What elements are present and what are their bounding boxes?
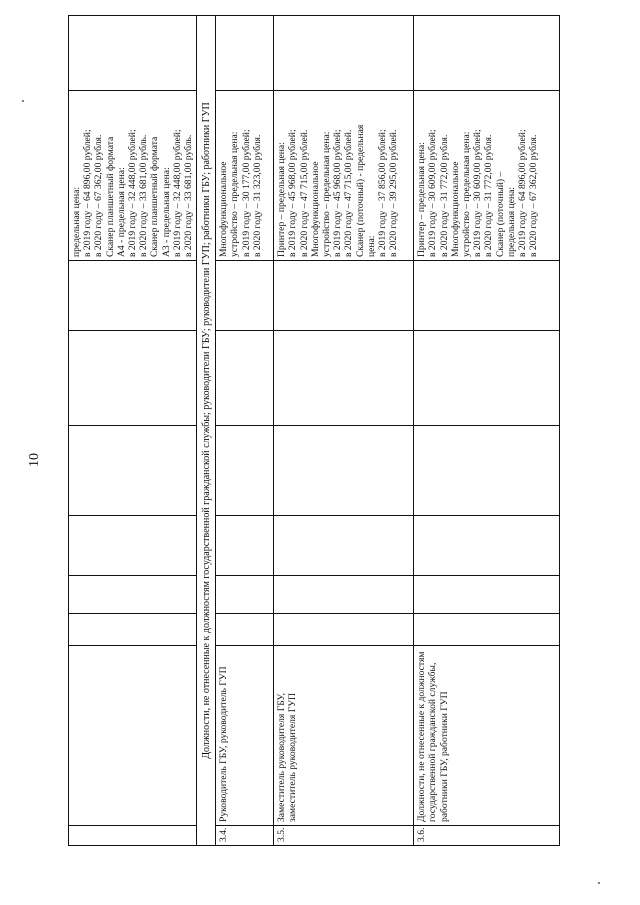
spec-line: Принтер – предельная цена: [416, 142, 428, 257]
spec-line: в 2019 году – 45 968,00 рублей; [332, 129, 344, 257]
spec-line: в 2019 году – 32 448,00 рублей; [127, 129, 139, 257]
spec-line: Многофункциональное [309, 161, 321, 257]
row-number: 3.5. [274, 826, 414, 846]
spec-line: в 2020 году – 47 715,00 рублей. [298, 129, 310, 257]
spec-line: цена: [365, 235, 377, 257]
scan-speck [22, 100, 24, 102]
spec-line: устройство – предельная цена: [321, 131, 333, 257]
cell-position [69, 646, 197, 826]
spec-line: в 2020 году – 31 772,00 рубля. [438, 134, 450, 257]
spec-line: Сканер планшетный формата [149, 136, 161, 257]
spec-line: в 2020 году – 67 362,00 рубля. [528, 134, 540, 257]
spec-line: устройство – предельная цена: [461, 131, 473, 257]
spec-line: А4 - предельная цена: [115, 167, 127, 257]
spec-line: Принтер – предельная цена: [276, 142, 288, 257]
spec-line: Сканер планшетный формата [104, 136, 116, 257]
spec-line: А3 - предельная цена: [160, 167, 172, 257]
row-position: Заместитель руководителя ГБУ, заместитель руководителя ГУП [274, 646, 414, 826]
spec-line: в 2020 году – 31 772,00 рубля. [483, 134, 495, 257]
requirements-table [68, 15, 560, 846]
scan-speck [598, 882, 600, 884]
spec-line: устройство – предельная цена: [229, 131, 241, 257]
spec-line: в 2019 году – 30 609,00 рублей; [427, 129, 439, 257]
spec-line: в 2019 году – 45 968,00 рублей; [287, 129, 299, 257]
spec-line: Многофункциональное [218, 161, 230, 257]
row-spec [216, 91, 274, 261]
spec-line: в 2020 году – 47 715,00 рублей. [343, 129, 355, 257]
spec-line: в 2019 году – 32 448,00 рублей; [171, 129, 183, 257]
spec-line: Многофункциональное [449, 161, 461, 257]
spec-line: в 2019 году – 37 856,00 рублей; [377, 129, 389, 257]
row-number: 3.6. [414, 826, 560, 846]
spec-line: в 2019 году – 30 609,00 рублей; [472, 129, 484, 257]
spec-line: предельная цена: [71, 186, 82, 257]
table-row [274, 16, 414, 846]
spec-line: в 2019 году – 64 896,00 рублей; [517, 129, 529, 257]
page-number: 10 [27, 453, 42, 467]
cell-num [69, 826, 197, 846]
section-header-row [197, 16, 216, 846]
spec-line: в 2020 году – 33 681,00 рубль. [138, 134, 150, 257]
row-position: Должности, не отнесенные к должностям государственной гражданской службы, работники ГБУ, работники ГУП [414, 646, 560, 826]
spec-line: в 2020 году – 39 295,00 рублей. [388, 129, 400, 257]
spec-line: предельная цена: [505, 186, 517, 257]
cell-spec [69, 91, 197, 261]
table-row-top [69, 16, 197, 846]
spec-line: в 2019 году – 64 896,00 рублей; [82, 129, 94, 257]
spec-line: в 2020 году – 31 323,00 рубля. [251, 134, 263, 257]
row-spec [414, 91, 560, 261]
spec-line: в 2019 году – 30 177,00 рублей; [240, 129, 252, 257]
row-spec [274, 91, 414, 261]
rotated-table-frame [68, 16, 560, 846]
table-row [216, 16, 274, 846]
section-header: Должности, не отнесенные к должностям государственной гражданской службы; руководители ГБУ; руководители ГУП; работники ГБУ; работники ГУП [197, 16, 216, 846]
spec-line: Сканер (поточный) – [494, 171, 506, 257]
row-position: Руководитель ГБУ, руководитель ГУП [216, 646, 274, 826]
spec-line: Сканер (поточный) - предельная [354, 124, 366, 257]
spec-line: в 2020 году – 33 681,00 рубль. [183, 134, 195, 257]
row-number: 3.4. [216, 826, 274, 846]
spec-line: в 2020 году – 67 362,00 рубля. [93, 134, 105, 257]
table-row [414, 16, 560, 846]
